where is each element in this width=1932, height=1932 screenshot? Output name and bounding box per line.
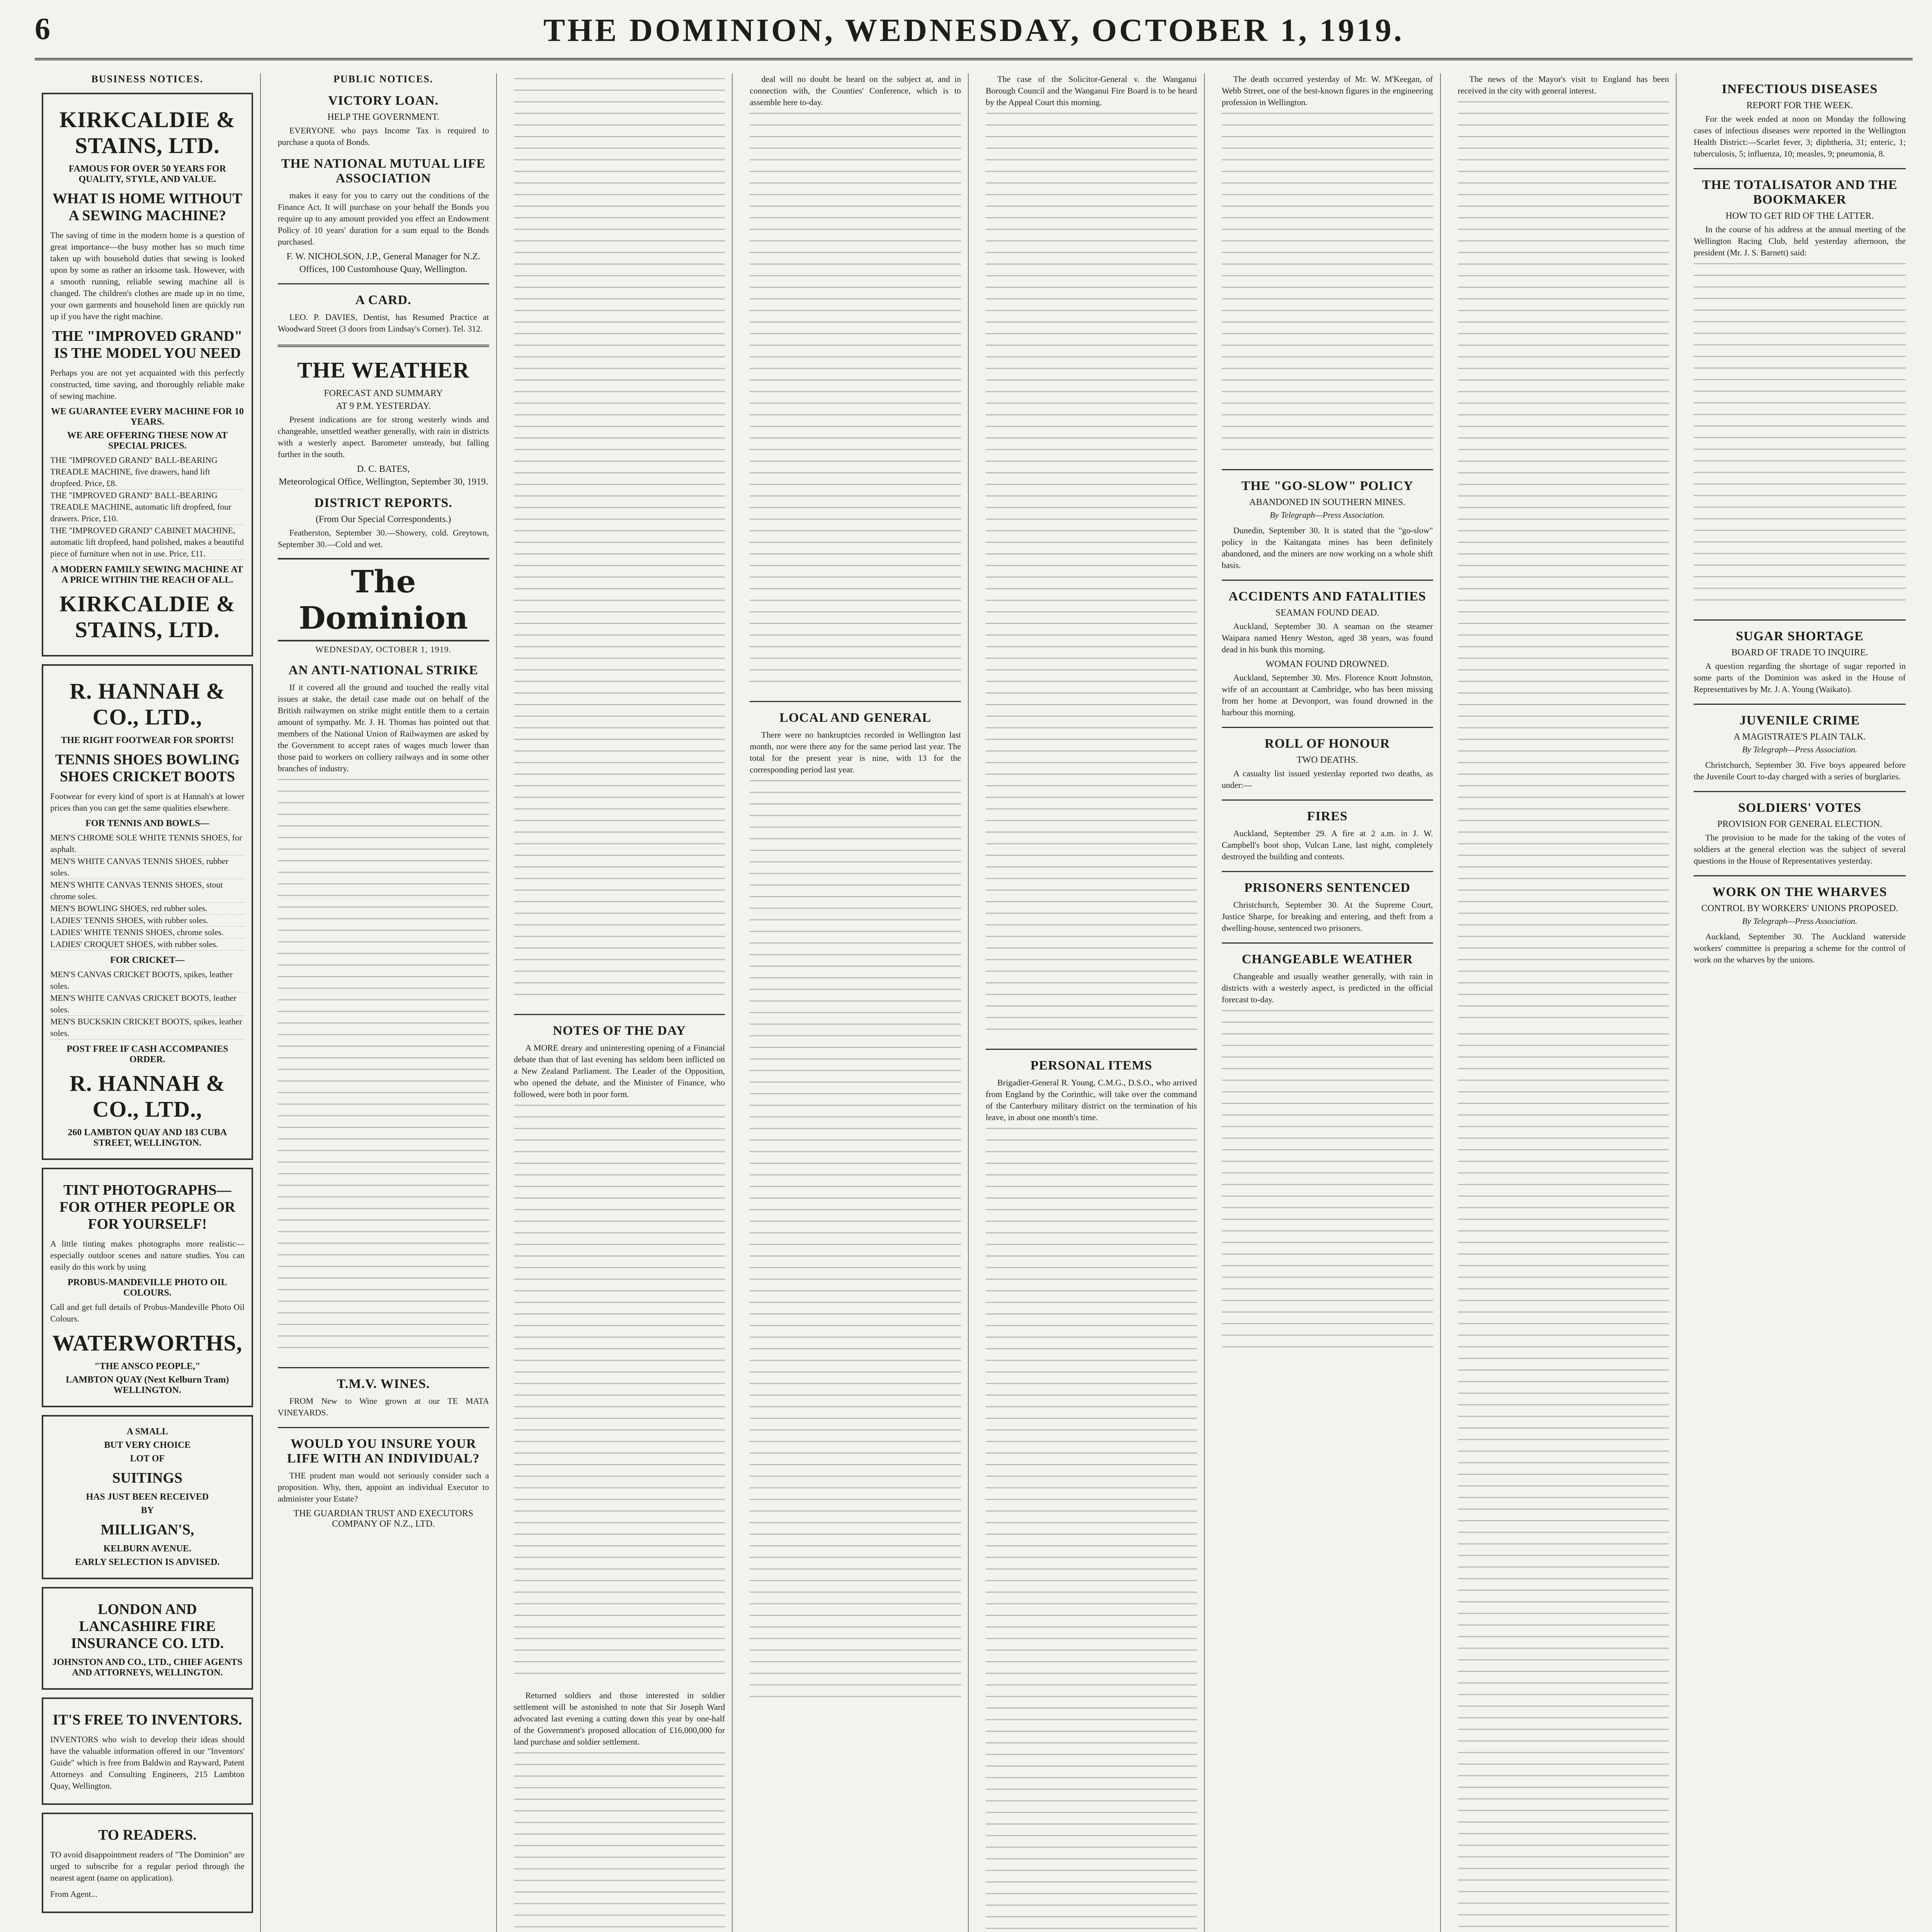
- ad-inventors: [42, 1697, 253, 1805]
- soldiers-sub: PROVISION FOR GENERAL ELECTION.: [1717, 819, 1883, 829]
- notice-victory-loan: VICTORY LOAN.: [328, 94, 439, 108]
- ad-readers-from-agent: From Agent...: [50, 1889, 98, 1899]
- divider: [278, 345, 489, 347]
- weather-head: THE WEATHER: [297, 357, 469, 383]
- weather-time: AT 9 P.M. YESTERDAY.: [336, 401, 431, 411]
- article-continued-text: [1458, 101, 1669, 1029]
- list-item: MEN'S WHITE CANVAS TENNIS SHOES, stout chrome soles.: [50, 879, 245, 903]
- page-number: 6: [35, 12, 50, 46]
- personal-body: Brigadier-General R. Young, C.M.G., D.S.O., who arrived from England by the Corinthic, will take over the command of the Canterbury military district on the termination of his leave, in about one month's time.: [986, 1078, 1197, 1122]
- ad-insurance-agents: JOHNSTON AND CO., LTD., CHIEF AGENTS AND ATTORNEYS, WELLINGTON.: [52, 1657, 243, 1678]
- weather-change-head: CHANGEABLE WEATHER: [1242, 952, 1413, 966]
- dominion-nameplate: [278, 558, 489, 655]
- ad-hannah-head: TENNIS SHOES BOWLING SHOES CRICKET BOOTS: [55, 752, 240, 785]
- column-1: [35, 73, 261, 1932]
- sugar-head: SUGAR SHORTAGE: [1736, 629, 1864, 643]
- ad-kirkcaldie-headline: WHAT IS HOME WITHOUT A SEWING MACHINE?: [52, 190, 242, 224]
- district-head: DISTRICT REPORTS.: [314, 496, 452, 510]
- divider: [1694, 168, 1906, 169]
- notes-body-2: Returned soldiers and those interested in soldier settlement will be astonished to note that Sir Joseph Ward advocated last evening a cutting down this year by one-half of the Government's proposed allocation of £16,000,000 for land purchase and soldier settlement.: [514, 1690, 725, 1747]
- list-item: MEN'S CHROME SOLE WHITE TENNIS SHOES, for asphalt.: [50, 832, 245, 855]
- divider: [278, 1427, 489, 1428]
- ad-readers-head: TO READERS.: [98, 1827, 197, 1843]
- roll-sub: TWO DEATHS.: [1296, 755, 1358, 765]
- ad-kirkcaldie-footer: KIRKCALDIE & STAINS, LTD.: [59, 591, 235, 642]
- ad-milligan-line: LOT OF: [130, 1454, 165, 1464]
- ad-hannah-list: [50, 832, 245, 951]
- list-item: MEN'S CANVAS CRICKET BOOTS, spikes, leather soles.: [50, 969, 245, 992]
- editorial-head: AN ANTI-NATIONAL STRIKE: [288, 663, 478, 677]
- juvenile-body: Christchurch, September 30. Five boys appeared before the Juvenile Court to-day charged with a series of burglaries.: [1694, 760, 1906, 781]
- infectious-head: INFECTIOUS DISEASES: [1721, 82, 1878, 96]
- list-item: MEN'S WHITE CANVAS TENNIS SHOES, rubber soles.: [50, 855, 245, 879]
- fires-head: FIRES: [1307, 809, 1348, 823]
- ad-inventors-head: IT'S FREE TO INVENTORS.: [53, 1712, 242, 1728]
- ad-wine-body: FROM New to Wine grown at our TE MATA VINEYARDS.: [277, 1396, 489, 1417]
- ad-milligan: [42, 1415, 253, 1579]
- divider: [1222, 469, 1433, 470]
- divider: [1694, 875, 1906, 876]
- ad-inventors-body: INVENTORS who wish to develop their ideas should have the valuable information offered in our "Inventors' Guide" which is free from Baldwin and Rayward, Patent Attorneys and Consulting Engineers, 215 Lambton Quay, Wellington.: [50, 1735, 245, 1791]
- list-item: MEN'S BUCKSKIN CRICKET BOOTS, spikes, leather soles.: [50, 1016, 245, 1039]
- juvenile-head: JUVENILE CRIME: [1739, 713, 1860, 728]
- infectious-body: For the week ended at noon on Monday the following cases of infectious diseases were reported in the Wellington Health District:—Scarlet fever, 3; diphtheria, 31; enteric, 1; tuberculosis, 5; influenza, 10; measles, 9; pneumonia, 8.: [1694, 114, 1906, 158]
- infectious-sub: REPORT FOR THE WEEK.: [1746, 100, 1853, 111]
- ad-milligan-line: SUITINGS: [112, 1470, 183, 1486]
- ad-milligan-line: A SMALL: [126, 1427, 168, 1437]
- weather-sub: FORECAST AND SUMMARY: [324, 388, 443, 398]
- weather-office: Meteorological Office, Wellington, September 30, 1919.: [279, 477, 488, 487]
- divider: [986, 1049, 1197, 1050]
- ad-milligan-line: KELBURN AVENUE.: [103, 1544, 192, 1554]
- accidents-head: ACCIDENTS AND FATALITIES: [1228, 589, 1426, 604]
- ad-waterworths-product: PROBUS-MANDEVILLE PHOTO OIL COLOURS.: [67, 1277, 227, 1298]
- ad-kirkcaldie-body: The saving of time in the modern home is a question of great importance—the busy mother has so much time taken up with household duties that sewing is looked upon by some as rather an irksome task. However, with a smooth running, reliable sewing machine all is changed. The children's clothes are made up in no time, your own garments and household linen are quickly run up if you have the right machine.: [50, 230, 245, 321]
- ad-readers-body: TO avoid disappointment readers of "The Dominion" are urged to subscribe for a regular period through the nearest agent (name on application).: [50, 1850, 245, 1883]
- ad-waterworths: [42, 1168, 253, 1407]
- list-item: LADIES' CROQUET SHOES, with rubber soles.: [50, 939, 245, 951]
- column-6: [1215, 73, 1441, 1932]
- ad-milligan-line: EARLY SELECTION IS ADVISED.: [75, 1557, 220, 1567]
- column-7: [1451, 73, 1677, 1932]
- weather-change-body: Changeable and usually weather generally, with rain in districts with a westerly aspect, is predicted in the official forecast to-day.: [1221, 971, 1433, 1004]
- notice-card-body: LEO. P. DAVIES, Dentist, has Resumed Practice at Woodward Street (3 doors from Lindsay's Corner). Tel. 312.: [277, 312, 489, 333]
- editorial-continued-text: [278, 779, 489, 1359]
- fires-body: Auckland, September 29. A fire at 2 a.m. in J. W. Campbell's boot shop, Vulcan Lane, last night, completely destroyed the building and contents.: [1221, 828, 1433, 861]
- dominion-logo: The Dominion: [278, 558, 489, 641]
- ad-waterworths-body2: Call and get full details of Probus-Mandeville Photo Oil Colours.: [50, 1302, 245, 1323]
- divider: [750, 701, 961, 702]
- local-body: There were no bankruptcies recorded in Wellington last month, nor were there any for the same period last year. The total for the present year is nine, with 13 for the corresponding period last year.: [750, 730, 961, 774]
- goslow-byline: By Telegraph—Press Association.: [1270, 510, 1385, 520]
- col7-body-top: The news of the Mayor's visit to England has been received in the city with general interest.: [1458, 74, 1669, 95]
- ad-insurance-name: LONDON AND LANCASHIRE FIRE INSURANCE CO. LTD.: [71, 1601, 224, 1651]
- ad-kirkcaldie-offer: WE ARE OFFERING THESE NOW AT SPECIAL PRICES.: [67, 430, 228, 451]
- weather-body: Present indications are for strong westerly winds and changeable, unsettled weather generally, with rain in districts with a westerly aspect. Barometer unsteady, but falling further in the south.: [277, 415, 489, 459]
- notice-mutual-address: Offices, 100 Customhouse Quay, Wellington.: [299, 264, 468, 274]
- divider: [1694, 791, 1906, 792]
- ad-waterworths-address: LAMBTON QUAY (Next Kelburn Tram) WELLINGTON.: [66, 1375, 229, 1395]
- goslow-body: Dunedin, September 30. It is stated that the "go-slow" policy in the Kaitangata mines has been definitely abandoned, and the miners are now working on a whole shift basis.: [1221, 526, 1433, 570]
- article-continued-text: [750, 113, 961, 692]
- divider: [1222, 727, 1433, 728]
- local-continued-text: [750, 780, 961, 1708]
- personal-continued-text: [986, 1128, 1197, 1932]
- list-item: THE "IMPROVED GRAND" BALL-BEARING TREADLE MACHINE, automatic lift dropfeed, four drawers. Price, £10.: [50, 490, 245, 525]
- article-continued-text: [1222, 113, 1433, 461]
- seaman-body: Auckland, September 30. A seaman on the steamer Waipara named Henry Weston, aged 38 years, was found dead in his bunk this morning.: [1221, 621, 1433, 654]
- ad-kirkcaldie-items: [50, 454, 245, 560]
- column-8: [1687, 73, 1913, 1932]
- ad-hannah-post: POST FREE IF CASH ACCOMPANIES ORDER.: [66, 1044, 228, 1065]
- ad-kirkcaldie-body2: Perhaps you are not yet acquainted with this perfectly constructed, time saving, and thoroughly reliable make of sewing machine.: [50, 368, 245, 401]
- notice-mutual-head: THE NATIONAL MUTUAL LIFE ASSOCIATION: [281, 156, 486, 185]
- goslow-head: THE "GO-SLOW" POLICY: [1241, 479, 1413, 493]
- ad-wine-head: T.M.V. WINES.: [337, 1377, 430, 1391]
- column-grid: [35, 73, 1913, 1932]
- wharves-head: WORK ON THE WHARVES: [1712, 885, 1887, 899]
- local-head: LOCAL AND GENERAL: [779, 711, 932, 725]
- district-sub: (From Our Special Correspondents.): [315, 514, 451, 524]
- ad-waterworths-name: WATERWORTHS,: [52, 1330, 243, 1355]
- soldiers-body: The provision to be made for the taking of the votes of soldiers at the general election was the subject of several questions in the House of Representatives yesterday.: [1694, 833, 1906, 866]
- ad-life-body: THE prudent man would not seriously consider such a proposition. Why, then, appoint an individual Executor to administer your Estate?: [277, 1471, 489, 1503]
- ad-hannah-address: 260 LAMBTON QUAY AND 183 CUBA STREET, WELLINGTON.: [68, 1128, 227, 1148]
- ad-life-head: WOULD YOU INSURE YOUR LIFE WITH AN INDIVIDUAL?: [287, 1437, 480, 1466]
- roll-head: ROLL OF HONOUR: [1264, 736, 1390, 751]
- roll-body: A casualty list issued yesterday reported two deaths, as under:—: [1221, 769, 1433, 790]
- masthead: [35, 12, 1913, 60]
- ad-kirkcaldie-tagline: FAMOUS FOR OVER 50 YEARS FOR QUALITY, STYLE, AND VALUE.: [68, 164, 226, 184]
- dominion-date: WEDNESDAY, OCTOBER 1, 1919.: [315, 645, 451, 654]
- divider: [278, 283, 489, 284]
- notes-head: NOTES OF THE DAY: [553, 1024, 686, 1038]
- notice-mutual-body: makes it easy for you to carry out the conditions of the Finance Act. It will purchase on your behalf the Bonds you require up to any amount provided you effect an Endowment Policy of 10 years' duration for a sum equal to the Bonds purchased.: [277, 190, 489, 247]
- ad-milligan-line: BY: [141, 1505, 154, 1515]
- column-2: [271, 73, 497, 1932]
- divider: [1222, 942, 1433, 944]
- soldiers-head: SOLDIERS' VOTES: [1738, 801, 1862, 815]
- ad-hannah-name: R. HANNAH & CO., LTD.,: [70, 679, 225, 730]
- totalisator-sub: HOW TO GET RID OF THE LATTER.: [1725, 211, 1874, 221]
- notice-victory-body: EVERYONE who pays Income Tax is required to purchase a quota of Bonds.: [277, 126, 489, 147]
- ad-waterworths-head: TINT PHOTOGRAPHS—FOR OTHER PEOPLE OR FOR YOURSELF!: [59, 1182, 235, 1232]
- list-item: THE "IMPROVED GRAND" BALL-BEARING TREADLE MACHINE, five drawers, hand lift dropfeed. Price, £8.: [50, 454, 245, 490]
- notes-body: A MORE dreary and uninteresting opening of a Financial debate than that of last evening has seldom been inflicted on a New Zealand Parliament. The Leader of the Opposition, who opened the debate, and the Minister of Finance, who followed, were both in poor form.: [514, 1043, 725, 1099]
- article-continued-text: [1458, 1033, 1669, 1932]
- ad-hannah-tagline: THE RIGHT FOOTWEAR FOR SPORTS!: [61, 735, 234, 745]
- list-item: MEN'S BOWLING SHOES, red rubber soles.: [50, 903, 245, 915]
- prisoners-body: Christchurch, September 30. At the Supreme Court, Justice Sharpe, for breaking and entering, and theft from a dwelling-house, sentenced two prisoners.: [1221, 900, 1433, 933]
- notice-mutual-signature: F. W. NICHOLSON, J.P., General Manager for N.Z.: [286, 252, 480, 262]
- newspaper-title: THE DOMINION, WEDNESDAY, OCTOBER 1, 1919.: [543, 12, 1404, 48]
- column-5: [979, 73, 1205, 1932]
- ad-milligan-line: MILLIGAN'S,: [100, 1522, 194, 1538]
- wharves-body: Auckland, September 30. The Auckland waterside workers' committee is preparing a scheme for the control of work on the wharves by the unions.: [1694, 932, 1906, 964]
- ad-hannah-footer: R. HANNAH & CO., LTD.,: [70, 1071, 225, 1122]
- divider: [1222, 580, 1433, 581]
- notice-card-head: A CARD.: [355, 293, 412, 307]
- col4-body-top: deal will no doubt be heard on the subject at, and in connection with, the Counties' Conference, which is to assemble here to-day.: [750, 74, 961, 107]
- seaman-head: SEAMAN FOUND DEAD.: [1275, 608, 1379, 618]
- ad-hannah-list-head: FOR TENNIS AND BOWLS—: [85, 818, 209, 828]
- editorial-body: If it covered all the ground and touched the really vital issues at stake, the detail case made out on behalf of the British railwaymen on strike might entitle them to a certain amount of sympathy. Mr. J. H. Thomas has pointed out that members of the National Union of Railwaymen are asked by the Government to accept rates of wages much lower than those paid to workers on colliery railways and in some other branches of industry.: [277, 682, 489, 773]
- district-body: Featherston, September 30.—Showery, cold. Greytown, September 30.—Cold and wet.: [277, 528, 489, 549]
- wharves-byline: By Telegraph—Press Association.: [1742, 916, 1857, 926]
- ad-kirkcaldie-closing: A MODERN FAMILY SEWING MACHINE AT A PRICE WITHIN THE REACH OF ALL.: [51, 565, 243, 585]
- goslow-sub: ABANDONED IN SOUTHERN MINES.: [1249, 497, 1406, 507]
- ad-hannah: [42, 664, 253, 1160]
- ad-milligan-line: BUT VERY CHOICE: [104, 1440, 191, 1450]
- totalisator-head: THE TOTALISATOR AND THE BOOKMAKER: [1702, 178, 1898, 207]
- ad-hannah-list2: [50, 969, 245, 1039]
- personal-head: PERSONAL ITEMS: [1030, 1058, 1153, 1073]
- woman-head: WOMAN FOUND DROWNED.: [1265, 659, 1389, 669]
- juvenile-byline: By Telegraph—Press Association.: [1742, 745, 1857, 754]
- list-item: LADIES' WHITE TENNIS SHOES, chrome soles.: [50, 927, 245, 939]
- divider: [1694, 704, 1906, 705]
- ad-kirkcaldie: [42, 93, 253, 656]
- ad-hannah-subhead: Footwear for every kind of sport is at Hannah's at lower prices than you can get the same qualities elsewhere.: [50, 791, 245, 813]
- juvenile-sub: A MAGISTRATE'S PLAIN TALK.: [1733, 732, 1866, 742]
- ad-waterworths-sub: "THE ANSCO PEOPLE,": [94, 1361, 201, 1371]
- ad-insurance: [42, 1587, 253, 1690]
- divider: [514, 1014, 725, 1015]
- ad-readers: [42, 1813, 253, 1913]
- col6-body-top: The death occurred yesterday of Mr. W. M'Keegan, of Webb Street, one of the best-known figures in the engineering profession in Wellington.: [1221, 74, 1433, 107]
- weather-signature: D. C. BATES,: [357, 464, 410, 474]
- weather-continued-text: [1222, 1010, 1433, 1358]
- sugar-sub: BOARD OF TRADE TO INQUIRE.: [1731, 648, 1868, 658]
- list-item: MEN'S WHITE CANVAS CRICKET BOOTS, leather soles.: [50, 992, 245, 1016]
- column-3: [507, 73, 733, 1932]
- prisoners-head: PRISONERS SENTENCED: [1244, 881, 1411, 895]
- divider: [1222, 871, 1433, 872]
- divider: [1694, 619, 1906, 621]
- ad-hannah-list2-head: FOR CRICKET—: [110, 955, 185, 965]
- col5-body-top: The case of the Solicitor-General v. the Wanganui Borough Council and the Wanganui Fire Board is to be heard by the Appeal Court this morning.: [986, 74, 1197, 107]
- article-continued-text: [514, 78, 725, 1005]
- divider: [278, 1367, 489, 1368]
- ad-life-company: THE GUARDIAN TRUST AND EXECUTORS COMPANY OF N.Z., LTD.: [293, 1509, 473, 1529]
- section-head-public: PUBLIC NOTICES.: [333, 73, 434, 85]
- notes-continued-text: [514, 1752, 725, 1932]
- divider: [1222, 799, 1433, 801]
- notes-continued-text: [514, 1105, 725, 1684]
- ad-kirkcaldie-name: KIRKCALDIE & STAINS, LTD.: [59, 107, 235, 158]
- wharves-sub: CONTROL BY WORKERS' UNIONS PROPOSED.: [1701, 903, 1898, 913]
- sugar-body: A question regarding the shortage of sugar reported in some parts of the Dominion was asked in the House of Representatives by Mr. J. A. Young (Waikato).: [1694, 661, 1906, 694]
- section-head-business: BUSINESS NOTICES.: [91, 73, 204, 85]
- article-continued-text: [986, 113, 1197, 1040]
- column-4: [743, 73, 969, 1932]
- totalisator-body: In the course of his address at the annual meeting of the Wellington Racing Club, held yesterday afternoon, the president (Mr. J. S. Barnett) said:: [1694, 224, 1906, 257]
- notice-victory-sub: HELP THE GOVERNMENT.: [327, 112, 439, 122]
- totalisator-continued-text: [1694, 263, 1906, 611]
- ad-kirkcaldie-subheadline: THE "IMPROVED GRAND" IS THE MODEL YOU NEED: [52, 328, 243, 361]
- ad-waterworths-body: A little tinting makes photographs more realistic—especially outdoor scenes and nature studies. You can easily do this work by using: [50, 1239, 245, 1272]
- ad-kirkcaldie-guarantee: WE GUARANTEE EVERY MACHINE FOR 10 YEARS.: [51, 406, 244, 427]
- list-item: THE "IMPROVED GRAND" CABINET MACHINE, automatic lift dropfeed, hand polished, makes a beautiful piece of furniture when not in use. Price, £11.: [50, 525, 245, 560]
- ad-milligan-line: HAS JUST BEEN RECEIVED: [86, 1492, 209, 1502]
- list-item: LADIES' TENNIS SHOES, with rubber soles.: [50, 915, 245, 927]
- woman-body: Auckland, September 30. Mrs. Florence Knott Johnston, wife of an accountant at Cambridge, who has been missing from her home at Devonport, was found drowned in the harbour this morning.: [1221, 673, 1433, 717]
